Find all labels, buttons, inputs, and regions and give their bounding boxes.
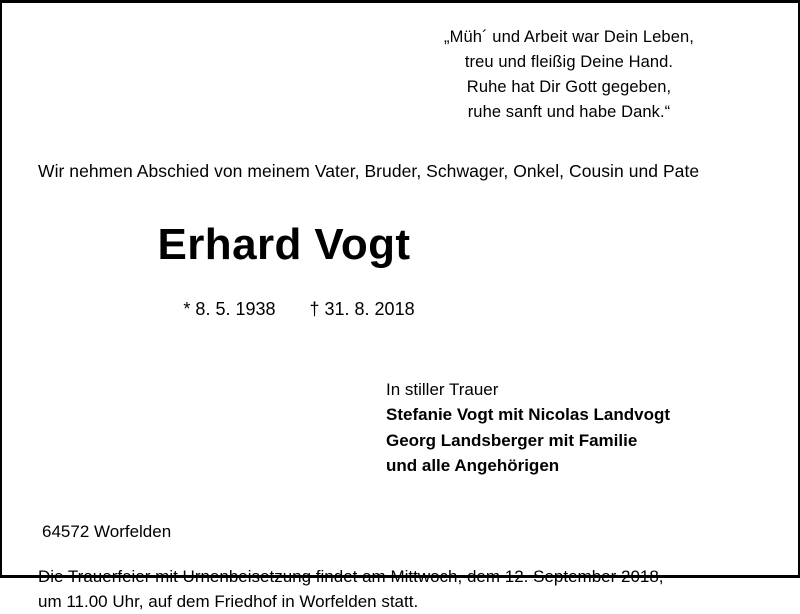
mourning-lead: In stiller Trauer <box>386 380 499 400</box>
verse-line-1: „Müh´ und Arbeit war Dein Leben, <box>444 28 694 46</box>
death-date: † 31. 8. 2018 <box>309 299 415 320</box>
verse-line-3: Ruhe hat Dir Gott gegeben, <box>466 78 672 97</box>
mourner-line-3: und alle Angehörigen <box>386 455 560 475</box>
mourners-block <box>38 377 770 478</box>
deceased-name: Erhard Vogt <box>157 220 411 270</box>
place-line: 64572 Worfelden <box>42 521 172 541</box>
intro-line: Wir nehmen Abschied von meinem Vater, Bruder, Schwager, Onkel, Cousin und Pate <box>38 161 700 182</box>
funeral-line-2: um 11.00 Uhr, auf dem Friedhof in Worfelden statt. <box>38 592 419 612</box>
birth-date: * 8. 5. 1938 <box>183 299 276 320</box>
mourner-line-1: Stefanie Vogt mit Nicolas Landvogt <box>386 405 670 425</box>
mourner-line-2: Georg Landsberger mit Familie <box>386 430 638 450</box>
verse-line-4: ruhe sanft und habe Dank.“ <box>467 103 671 122</box>
verse-block <box>38 25 770 125</box>
funeral-details <box>38 564 770 614</box>
verse-line-2: treu und fleißig Deine Hand. <box>464 53 674 72</box>
obituary-content <box>2 3 798 612</box>
funeral-line-1: Die Trauerfeier mit Urnenbeisetzung findet am Mittwoch, dem 12. September 2018, <box>38 566 664 586</box>
life-dates <box>38 278 770 341</box>
